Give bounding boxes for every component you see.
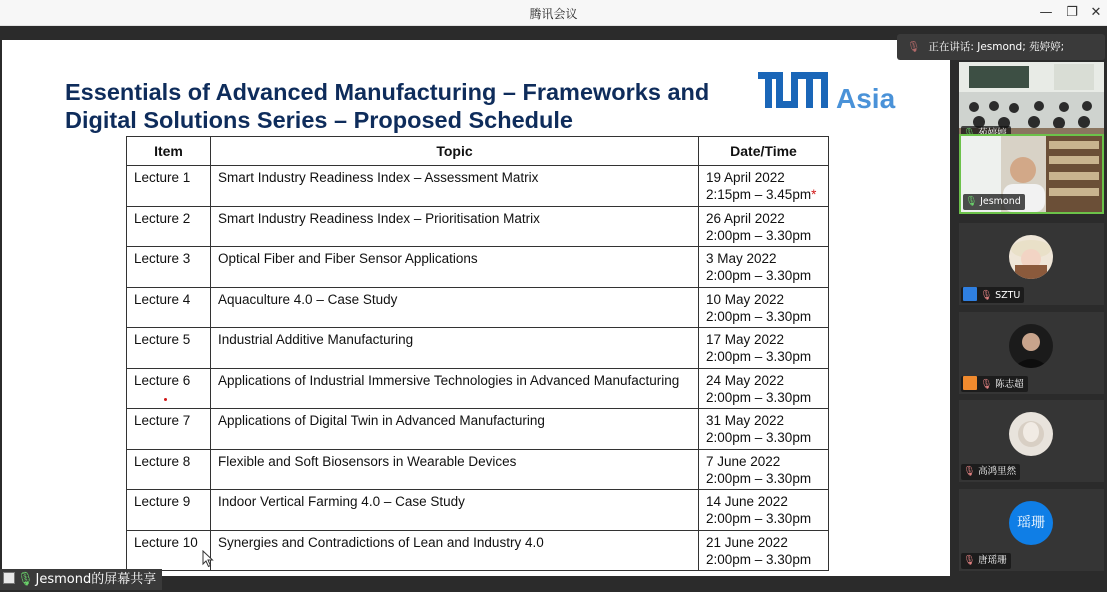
cell-date: 31 May 2022	[706, 413, 785, 428]
avatar: 瑶珊	[1009, 501, 1053, 545]
close-button[interactable]: ✕	[1090, 5, 1102, 20]
cell-time	[706, 227, 822, 244]
table-row	[127, 287, 829, 328]
table-row	[127, 368, 829, 409]
cell-date: 3 May 2022	[706, 251, 777, 266]
participant-tile[interactable]	[959, 62, 1104, 144]
cell-time	[706, 267, 822, 284]
mouse-cursor-icon	[202, 550, 214, 568]
restore-button[interactable]: ❐	[1066, 5, 1078, 20]
cell-item: Lecture 3	[127, 247, 211, 288]
participant-label	[961, 287, 1024, 303]
shared-screen	[2, 40, 950, 576]
table-header-row	[127, 137, 829, 166]
screen-share-label[interactable]	[0, 569, 162, 590]
cell-time	[706, 186, 822, 203]
cell-datetime	[699, 247, 829, 288]
cell-time-text: 2:00pm – 3.30pm	[706, 227, 812, 243]
mic-muted-icon: 🎙	[980, 290, 993, 301]
schedule-table	[126, 136, 829, 571]
slide-title: Essentials of Advanced Manufacturing – Frameworks and Digital Solutions Series – Proposed Schedule	[65, 79, 710, 133]
cell-datetime	[699, 328, 829, 369]
header-topic: Topic	[211, 137, 699, 166]
avatar	[1009, 235, 1053, 279]
cell-time	[706, 551, 822, 568]
participant-label	[961, 553, 1011, 569]
cell-datetime	[699, 490, 829, 531]
participant-tile[interactable]	[959, 223, 1104, 305]
table-row	[127, 449, 829, 490]
cell-topic: Smart Industry Readiness Index – Assessment Matrix	[211, 166, 699, 207]
table-row	[127, 530, 829, 571]
table-row	[127, 490, 829, 531]
participant-name: 唐瑶珊	[978, 555, 1007, 566]
speaking-text: 正在讲话: Jesmond; 苑婷婷;	[928, 41, 1065, 53]
window-titlebar	[0, 0, 1107, 26]
participant-name: 陈志超	[995, 379, 1024, 390]
header-datetime: Date/Time	[699, 137, 829, 166]
mic-muted-icon: 🎙	[980, 379, 993, 390]
cell-topic: Aquaculture 4.0 – Case Study	[211, 287, 699, 328]
table-row	[127, 247, 829, 288]
cell-item: Lecture 2	[127, 206, 211, 247]
speaking-indicator	[897, 34, 1105, 60]
cell-time	[706, 348, 822, 365]
cell-datetime	[699, 287, 829, 328]
cell-datetime	[699, 409, 829, 450]
cell-datetime	[699, 449, 829, 490]
mic-on-icon: 🎙	[17, 572, 34, 587]
mic-muted-icon: 🎙	[963, 466, 976, 477]
cell-item: Lecture 5	[127, 328, 211, 369]
cell-date: 17 May 2022	[706, 332, 785, 347]
participant-tile[interactable]	[959, 489, 1104, 571]
table-row	[127, 409, 829, 450]
participant-label	[961, 376, 1028, 392]
cell-topic: Smart Industry Readiness Index – Prioritisation Matrix	[211, 206, 699, 247]
cell-date: 10 May 2022	[706, 291, 785, 307]
cell-datetime	[699, 530, 829, 571]
mic-muted-icon: 🎙	[963, 555, 976, 566]
participant-name: SZTU	[995, 290, 1021, 301]
cell-date: 7 June 2022	[706, 453, 781, 469]
screen-share-text: Jesmond的屏幕共享	[35, 572, 157, 587]
participant-label	[961, 464, 1020, 480]
cell-item: Lecture 4	[127, 287, 211, 328]
cell-topic: Flexible and Soft Biosensors in Wearable Devices	[211, 449, 699, 490]
participant-name: 高鸿里然	[978, 466, 1017, 477]
cell-topic: Indoor Vertical Farming 4.0 – Case Study	[211, 490, 699, 531]
cell-time-text: 2:00pm – 3.30pm	[706, 470, 812, 486]
cell-time-text: 2:00pm – 3.30pm	[706, 308, 812, 324]
cell-time-text: 2:00pm – 3.30pm	[706, 268, 812, 283]
cell-time-mark: *	[811, 187, 817, 202]
cell-date: 21 June 2022	[706, 534, 788, 550]
avatar	[1009, 324, 1053, 368]
svg-text:Asia: Asia	[836, 83, 896, 114]
cell-time-text: 2:00pm – 3.30pm	[706, 551, 812, 567]
cell-time-text: 2:00pm – 3.30pm	[706, 349, 812, 364]
cell-topic: Applications of Industrial Immersive Technologies in Advanced Manufacturing	[211, 368, 699, 409]
cell-item: Lecture 6	[127, 368, 211, 409]
cell-item: Lecture 10	[127, 530, 211, 571]
cell-topic: Optical Fiber and Fiber Sensor Applications	[211, 247, 699, 288]
cell-item: Lecture 7	[127, 409, 211, 450]
user-icon	[963, 287, 977, 301]
cell-time-text: 2:00pm – 3.30pm	[706, 511, 812, 526]
cell-time	[706, 429, 822, 446]
cell-topic: Synergies and Contradictions of Lean and Industry 4.0	[211, 530, 699, 571]
table-row	[127, 328, 829, 369]
cell-time	[706, 308, 822, 325]
cell-topic: Industrial Additive Manufacturing	[211, 328, 699, 369]
header-item: Item	[127, 137, 211, 166]
mic-icon: 🎙	[907, 41, 921, 53]
cell-date: 24 May 2022	[706, 372, 785, 388]
cell-topic: Applications of Digital Twin in Advanced Manufacturing	[211, 409, 699, 450]
table-row	[127, 206, 829, 247]
user-icon	[963, 376, 977, 390]
screen-share-icon	[3, 572, 15, 584]
cell-item: Lecture 8	[127, 449, 211, 490]
cell-time	[706, 470, 822, 487]
cell-date: 26 April 2022	[706, 210, 785, 226]
participant-tile[interactable]	[959, 312, 1104, 394]
cell-item: Lecture 1	[127, 166, 211, 207]
cell-date: 14 June 2022	[706, 494, 788, 509]
participant-tile[interactable]	[959, 400, 1104, 482]
cell-item: Lecture 9	[127, 490, 211, 531]
cell-time	[706, 389, 822, 406]
cell-datetime	[699, 166, 829, 207]
participant-name: Jesmond	[980, 196, 1021, 207]
window-title: 腾讯会议	[529, 7, 578, 21]
tum-asia-logo	[756, 70, 916, 114]
cell-time	[706, 510, 822, 527]
table-row	[127, 166, 829, 207]
cell-time-text: 2:15pm – 3.45pm	[706, 187, 812, 202]
participant-tile-active[interactable]	[959, 134, 1104, 214]
cell-time-text: 2:00pm – 3.30pm	[706, 430, 812, 445]
cell-date: 19 April 2022	[706, 170, 785, 185]
mic-on-icon: 🎙	[965, 196, 978, 207]
participant-label	[963, 194, 1025, 210]
laser-pointer-dot	[164, 398, 167, 401]
cell-datetime	[699, 206, 829, 247]
minimize-button[interactable]: —	[1039, 5, 1053, 20]
cell-datetime	[699, 368, 829, 409]
cell-time-text: 2:00pm – 3.30pm	[706, 389, 812, 405]
avatar	[1009, 412, 1053, 456]
